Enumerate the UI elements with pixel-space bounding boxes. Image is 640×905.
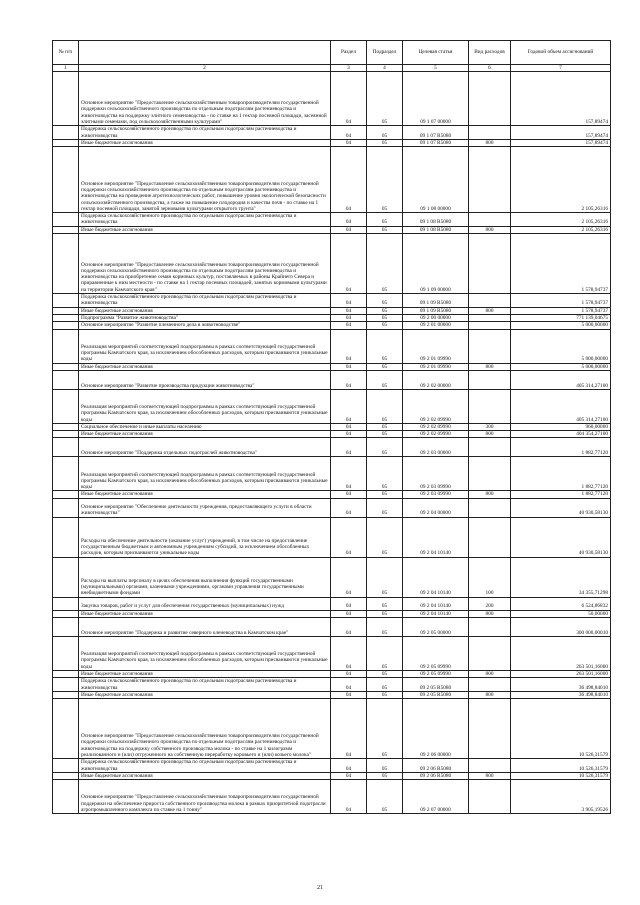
row-section-cell: 04 [331, 678, 367, 692]
row-subsection-cell: 05 [367, 370, 403, 389]
row-subsection-cell: 05 [367, 234, 403, 294]
row-exp-type-cell [469, 759, 511, 773]
table-row [53, 557, 611, 597]
row-num-cell [53, 678, 79, 692]
row-amount-cell: 263 501,16000 [511, 671, 611, 678]
row-amount-cell: 3 905,19526 [511, 780, 611, 814]
row-subsection-cell: 05 [367, 699, 403, 759]
row-num-cell [53, 389, 79, 423]
row-name-cell: Основное мероприятие "Предоставление сельскохозяйственным товаропроизводителям государственной поддержки сельскохозяйственного производства по отдельным подотраслям растениеводства и животноводства на проведение агротехнологических работ, повышение уровня экологической безопасности сельскохозяйственного производства, а также на повышение плодородия и качества почв - по ставке на 1 гектар посевной площади, занятой зерновыми культурами открытого грунта" [79, 147, 331, 213]
row-name-cell: Основное мероприятие "Предоставление сельскохозяйственным товаропроизводителям государственной поддержки сельскохозяйственного производства по отдельным подотраслям растениеводства и животноводства на поддержку собственного производства молока - по ставке на 1 килограмм реализованного и (или) отгруженного на собственную переработку коровьего и (или) козьего молока" [79, 699, 331, 759]
row-name-cell: Иные бюджетные ассигнования [79, 772, 331, 779]
row-num-cell [53, 213, 79, 227]
col-number: 7 [511, 65, 611, 72]
row-subsection-cell: 05 [367, 438, 403, 457]
row-num-cell [53, 759, 79, 773]
row-section-cell: 04 [331, 307, 367, 314]
row-target-cell: 09 2 06 R5080 [403, 772, 469, 779]
header-section: Раздел [331, 41, 367, 65]
column-number-row [53, 65, 611, 72]
header-name [79, 41, 331, 65]
row-num-cell [53, 597, 79, 610]
row-exp-type-cell [469, 314, 511, 321]
row-exp-type-cell [469, 322, 511, 329]
table-row [53, 389, 611, 423]
row-subsection-cell: 05 [367, 772, 403, 779]
row-num-cell [53, 147, 79, 213]
row-subsection-cell: 05 [367, 314, 403, 321]
row-subsection-cell: 05 [367, 226, 403, 233]
row-amount-cell: 5 000,00000 [511, 322, 611, 329]
row-subsection-cell: 05 [367, 498, 403, 517]
row-amount-cell: 1 578,94737 [511, 294, 611, 308]
row-num-cell [53, 234, 79, 294]
row-exp-type-cell: 800 [469, 307, 511, 314]
row-name-cell: Иные бюджетные ассигнования [79, 431, 331, 438]
row-name-cell: Основное мероприятие "Предоставление сельскохозяйственным товаропроизводителям государственной поддержки сельскохозяйственного производства по отдельным подотраслям растениеводства и животноводства на приобретение семян кормовых культур, поставляемых в районы Крайнего Севера и приравненные к ним местности - по ставке на 1 гектар посевных площадей, занятых кормовыми культурами на территории Камчатского края" [79, 234, 331, 294]
col-number: 1 [53, 65, 79, 72]
row-name-cell: Основное мероприятие "Предоставление сельскохозяйственным товаропроизводителям государственной поддержки сельскохозяйственного производства по отдельным подотраслям растениеводства и животноводства на поддержку элитного семеноводства - по ставке на 1 гектар посевной площади, засеянной элитными семенами, под сельскохозяйственными культурами" [79, 72, 331, 126]
row-num-cell [53, 226, 79, 233]
row-section-cell: 04 [331, 370, 367, 389]
row-exp-type-cell: 800 [469, 139, 511, 146]
table-row [53, 294, 611, 308]
row-section-cell: 04 [331, 389, 367, 423]
row-name-cell: Основное мероприятие "Поддержка отдельных подотраслей животноводства" [79, 438, 331, 457]
row-subsection-cell: 05 [367, 139, 403, 146]
row-subsection-cell: 05 [367, 389, 403, 423]
row-num-cell [53, 457, 79, 491]
row-name-cell: Реализация мероприятий соответствующей подпрограммы в рамках соответствующей государственной программы Камчатского края, за исключением обособленных расходов, которым присваиваются уникальные коды [79, 637, 331, 671]
row-subsection-cell: 05 [367, 671, 403, 678]
row-target-cell: 09 2 04 10140 [403, 597, 469, 610]
row-amount-cell: 157,89474 [511, 126, 611, 140]
row-num-cell [53, 671, 79, 678]
row-section-cell: 04 [331, 234, 367, 294]
row-target-cell: 09 2 05 09990 [403, 671, 469, 678]
row-subsection-cell: 05 [367, 637, 403, 671]
table-row [53, 363, 611, 370]
row-amount-cell: 36 498,84010 [511, 678, 611, 692]
row-name-cell: Иные бюджетные ассигнования [79, 610, 331, 617]
row-num-cell [53, 691, 79, 698]
row-exp-type-cell: 200 [469, 597, 511, 610]
row-target-cell: 09 2 01 09990 [403, 363, 469, 370]
table-row [53, 517, 611, 557]
table-row [53, 691, 611, 698]
row-exp-type-cell [469, 457, 511, 491]
row-num-cell [53, 498, 79, 517]
row-name-cell: Иные бюджетные ассигнования [79, 139, 331, 146]
row-exp-type-cell: 800 [469, 772, 511, 779]
row-num-cell [53, 370, 79, 389]
row-section-cell: 04 [331, 699, 367, 759]
row-num-cell [53, 637, 79, 671]
row-name-cell: Основное мероприятие "Предоставление сельскохозяйственным товаропроизводителям государственной поддержки на обеспечение прироста собственного производства молока в рамках приоритетной подотрасли агропромышленного комплекса по ставке на 1 тонну" [79, 780, 331, 814]
row-num-cell [53, 517, 79, 557]
row-name-cell: Поддержка сельскохозяйственного производства по отдельным подотраслям растениеводства и животноводства [79, 678, 331, 692]
row-name-cell: Основное мероприятие "Развитие производства продукции животноводства" [79, 370, 331, 389]
table-row [53, 498, 611, 517]
row-exp-type-cell [469, 213, 511, 227]
row-num-cell [53, 780, 79, 814]
row-subsection-cell: 05 [367, 423, 403, 430]
row-num-cell [53, 610, 79, 617]
row-name-cell: Основное мероприятие "Поддержка и развитие северного оленеводства в Камчатском крае" [79, 618, 331, 637]
row-section-cell: 04 [331, 226, 367, 233]
row-amount-cell: 404 354,27100 [511, 431, 611, 438]
table-row [53, 213, 611, 227]
row-section-cell: 04 [331, 314, 367, 321]
row-target-cell: 09 2 07 00000 [403, 780, 469, 814]
row-section-cell: 04 [331, 126, 367, 140]
row-amount-cell: 10 526,31579 [511, 759, 611, 773]
row-num-cell [53, 126, 79, 140]
table-row [53, 772, 611, 779]
row-exp-type-cell [469, 234, 511, 294]
budget-table [52, 40, 611, 814]
row-subsection-cell: 05 [367, 610, 403, 617]
row-section-cell: 04 [331, 329, 367, 363]
row-section-cell: 04 [331, 294, 367, 308]
row-section-cell: 04 [331, 457, 367, 491]
table-row [53, 759, 611, 773]
row-target-cell: 09 2 02 09990 [403, 423, 469, 430]
row-target-cell: 09 2 02 00000 [403, 370, 469, 389]
row-num-cell [53, 363, 79, 370]
table-row [53, 438, 611, 457]
row-exp-type-cell: 300 [469, 423, 511, 430]
row-amount-cell: 157,89474 [511, 72, 611, 126]
row-name-cell: Иные бюджетные ассигнования [79, 671, 331, 678]
row-exp-type-cell [469, 370, 511, 389]
row-exp-type-cell [469, 438, 511, 457]
row-subsection-cell: 05 [367, 678, 403, 692]
table-row [53, 678, 611, 692]
row-target-cell: 09 1 08 R5080 [403, 213, 469, 227]
row-amount-cell: 1 882,77120 [511, 438, 611, 457]
table-row [53, 370, 611, 389]
row-name-cell: Иные бюджетные ассигнования [79, 491, 331, 498]
header-target: Целевая статья [403, 41, 469, 65]
row-num-cell [53, 557, 79, 597]
row-amount-cell: 5 000,00000 [511, 363, 611, 370]
row-subsection-cell: 05 [367, 72, 403, 126]
col-number: 2 [79, 65, 331, 72]
row-target-cell: 09 1 09 00000 [403, 234, 469, 294]
row-name-cell: Реализация мероприятий соответствующей подпрограммы в рамках соответствующей государственной программы Камчатского края, за исключением обособленных расходов, которым присваиваются уникальные коды [79, 329, 331, 363]
table-row [53, 307, 611, 314]
table-row [53, 322, 611, 329]
row-target-cell: 09 1 09 R5080 [403, 307, 469, 314]
row-target-cell: 09 2 02 09990 [403, 431, 469, 438]
row-name-cell: Основное мероприятие "Развитие племенного дела в животноводстве" [79, 322, 331, 329]
row-exp-type-cell: 800 [469, 431, 511, 438]
row-amount-cell: 1 882,77120 [511, 457, 611, 491]
row-section-cell: 04 [331, 438, 367, 457]
row-amount-cell: 1 882,77120 [511, 491, 611, 498]
row-exp-type-cell [469, 294, 511, 308]
row-name-cell: Поддержка сельскохозяйственного производства по отдельным подотраслям растениеводства и животноводства [79, 294, 331, 308]
table-row [53, 423, 611, 430]
row-name-cell: Расходы на выплаты персоналу в целях обеспечения выполнения функций государственными (муниципальными) органами, казенными учреждениями, органами управления государственными внебюджетными фондами [79, 557, 331, 597]
row-name-cell: Иные бюджетные ассигнования [79, 363, 331, 370]
row-amount-cell: 771 139,04675 [511, 314, 611, 321]
header-num: № п/п [53, 41, 79, 65]
row-exp-type-cell [469, 517, 511, 557]
row-target-cell: 09 2 01 00000 [403, 322, 469, 329]
row-section-cell: 04 [331, 691, 367, 698]
table-row [53, 147, 611, 213]
table-row [53, 457, 611, 491]
row-amount-cell: 960,00000 [511, 423, 611, 430]
table-row [53, 226, 611, 233]
row-section-cell: 04 [331, 498, 367, 517]
row-num-cell [53, 294, 79, 308]
header-amount: Годовой объем ассигнований [511, 41, 611, 65]
row-target-cell: 09 2 02 09990 [403, 389, 469, 423]
row-subsection-cell: 05 [367, 597, 403, 610]
header-row [53, 41, 611, 65]
row-exp-type-cell [469, 780, 511, 814]
row-subsection-cell: 05 [367, 431, 403, 438]
row-amount-cell: 2 105,26316 [511, 213, 611, 227]
row-exp-type-cell: 800 [469, 491, 511, 498]
row-target-cell: 09 2 06 R5080 [403, 759, 469, 773]
table-row [53, 314, 611, 321]
row-target-cell: 09 2 05 00000 [403, 618, 469, 637]
row-target-cell: 09 2 03 09990 [403, 457, 469, 491]
row-num-cell [53, 139, 79, 146]
row-subsection-cell: 05 [367, 322, 403, 329]
row-amount-cell: 6 524,86832 [511, 597, 611, 610]
row-amount-cell: 40 930,58130 [511, 517, 611, 557]
row-subsection-cell: 05 [367, 618, 403, 637]
row-section-cell: 04 [331, 423, 367, 430]
row-name-cell: Основное мероприятие "Обеспечение деятельности учреждения, предоставляющего услуги в области животноводства" [79, 498, 331, 517]
table-row [53, 637, 611, 671]
row-subsection-cell: 05 [367, 557, 403, 597]
row-num-cell [53, 329, 79, 363]
table-row [53, 329, 611, 363]
row-section-cell: 04 [331, 780, 367, 814]
row-name-cell: Поддержка сельскохозяйственного производства по отдельным подотраслям растениеводства и животноводства [79, 126, 331, 140]
row-amount-cell: 5 000,00000 [511, 329, 611, 363]
row-exp-type-cell [469, 72, 511, 126]
row-target-cell: 09 2 05 R5080 [403, 691, 469, 698]
row-section-cell: 04 [331, 759, 367, 773]
row-name-cell: Иные бюджетные ассигнования [79, 691, 331, 698]
table-row [53, 597, 611, 610]
row-num-cell [53, 438, 79, 457]
row-name-cell: Поддержка сельскохозяйственного производства по отдельным подотраслям растениеводства и животноводства [79, 213, 331, 227]
row-subsection-cell: 05 [367, 491, 403, 498]
row-exp-type-cell: 800 [469, 226, 511, 233]
row-section-cell: 04 [331, 637, 367, 671]
row-amount-cell: 50,00000 [511, 610, 611, 617]
row-section-cell: 04 [331, 322, 367, 329]
row-exp-type-cell: 100 [469, 557, 511, 597]
row-section-cell: 04 [331, 618, 367, 637]
col-number: 3 [331, 65, 367, 72]
row-name-cell: Иные бюджетные ассигнования [79, 226, 331, 233]
row-num-cell [53, 322, 79, 329]
row-amount-cell: 1 578,94737 [511, 234, 611, 294]
row-section-cell: 04 [331, 610, 367, 617]
row-name-cell: Закупка товаров, работ и услуг для обеспечения государственных (муниципальных) нужд [79, 597, 331, 610]
row-exp-type-cell [469, 329, 511, 363]
row-num-cell [53, 618, 79, 637]
row-target-cell: 09 1 07 R5080 [403, 126, 469, 140]
table-row [53, 671, 611, 678]
row-section-cell: 04 [331, 139, 367, 146]
row-name-cell: Поддержка сельскохозяйственного производства по отдельным подотраслям растениеводства и животноводства [79, 759, 331, 773]
row-target-cell: 09 2 06 00000 [403, 699, 469, 759]
row-exp-type-cell: 800 [469, 671, 511, 678]
row-amount-cell: 36 498,84010 [511, 691, 611, 698]
row-target-cell: 09 2 05 R5080 [403, 678, 469, 692]
row-subsection-cell: 05 [367, 126, 403, 140]
row-section-cell: 04 [331, 147, 367, 213]
header-subsection: Подраздел [367, 41, 403, 65]
row-section-cell: 04 [331, 213, 367, 227]
row-exp-type-cell: 800 [469, 363, 511, 370]
row-subsection-cell: 05 [367, 691, 403, 698]
row-target-cell: 09 2 04 10140 [403, 517, 469, 557]
row-amount-cell: 157,89474 [511, 139, 611, 146]
table-row [53, 610, 611, 617]
row-num-cell [53, 72, 79, 126]
row-target-cell: 09 2 01 09990 [403, 329, 469, 363]
row-target-cell: 09 1 08 R5080 [403, 226, 469, 233]
row-amount-cell: 34 355,71298 [511, 557, 611, 597]
row-amount-cell: 10 526,31579 [511, 772, 611, 779]
table-row [53, 699, 611, 759]
row-exp-type-cell [469, 678, 511, 692]
row-name-cell: Расходы на обеспечение деятельности (оказание услуг) учреждений, в том числе на предоставление государственным бюджетным и автономным учреждениям субсидий, за исключением обособленных расходов, которым присваиваются уникальные коды [79, 517, 331, 557]
row-name-cell: Реализация мероприятий соответствующей подпрограммы в рамках соответствующей государственной программы Камчатского края, за исключением обособленных расходов, которым присваиваются уникальные коды [79, 457, 331, 491]
row-amount-cell: 40 930,58130 [511, 498, 611, 517]
row-exp-type-cell [469, 389, 511, 423]
row-amount-cell: 2 105,26316 [511, 226, 611, 233]
row-target-cell: 09 2 04 10140 [403, 557, 469, 597]
table-row [53, 72, 611, 126]
row-num-cell [53, 431, 79, 438]
row-subsection-cell: 05 [367, 294, 403, 308]
row-target-cell: 09 2 03 09990 [403, 491, 469, 498]
row-amount-cell: 405 314,27100 [511, 370, 611, 389]
row-section-cell: 04 [331, 431, 367, 438]
table-row [53, 431, 611, 438]
row-subsection-cell: 05 [367, 457, 403, 491]
header-exp-type: Вид расходов [469, 41, 511, 65]
row-target-cell: 09 2 04 00000 [403, 498, 469, 517]
table-row [53, 780, 611, 814]
row-amount-cell: 1 578,94737 [511, 307, 611, 314]
row-name-cell: Социальное обеспечение и иные выплаты населению [79, 423, 331, 430]
row-section-cell: 04 [331, 772, 367, 779]
row-section-cell: 04 [331, 671, 367, 678]
row-section-cell: 04 [331, 557, 367, 597]
row-target-cell: 09 2 04 10140 [403, 610, 469, 617]
row-num-cell [53, 423, 79, 430]
table-row [53, 139, 611, 146]
row-amount-cell: 405 314,27100 [511, 389, 611, 423]
table-row [53, 618, 611, 637]
row-subsection-cell: 05 [367, 307, 403, 314]
row-exp-type-cell [469, 498, 511, 517]
row-target-cell: 09 2 00 00000 [403, 314, 469, 321]
row-name-cell: Иные бюджетные ассигнования [79, 307, 331, 314]
row-section-cell: 04 [331, 491, 367, 498]
table-body [53, 72, 611, 814]
row-name-cell: Подпрограмма "Развитие животноводства" [79, 314, 331, 321]
col-number: 5 [403, 65, 469, 72]
row-subsection-cell: 05 [367, 147, 403, 213]
col-number: 4 [367, 65, 403, 72]
row-section-cell: 04 [331, 363, 367, 370]
table-row [53, 491, 611, 498]
table-row [53, 126, 611, 140]
row-exp-type-cell: 800 [469, 610, 511, 617]
row-amount-cell: 2 105,26316 [511, 147, 611, 213]
row-subsection-cell: 05 [367, 780, 403, 814]
row-exp-type-cell [469, 637, 511, 671]
row-section-cell: 04 [331, 597, 367, 610]
row-num-cell [53, 772, 79, 779]
row-subsection-cell: 05 [367, 517, 403, 557]
row-amount-cell: 300 000,00010 [511, 618, 611, 637]
row-exp-type-cell [469, 618, 511, 637]
row-target-cell: 09 2 05 09990 [403, 637, 469, 671]
row-target-cell: 09 1 07 R5080 [403, 139, 469, 146]
row-exp-type-cell [469, 126, 511, 140]
row-num-cell [53, 307, 79, 314]
row-subsection-cell: 05 [367, 329, 403, 363]
row-amount-cell: 263 501,16000 [511, 637, 611, 671]
table-row [53, 234, 611, 294]
row-target-cell: 09 1 07 00000 [403, 72, 469, 126]
row-target-cell: 09 1 09 R5080 [403, 294, 469, 308]
col-number: 6 [469, 65, 511, 72]
row-exp-type-cell [469, 699, 511, 759]
row-target-cell: 09 2 03 00000 [403, 438, 469, 457]
row-subsection-cell: 05 [367, 759, 403, 773]
row-exp-type-cell: 800 [469, 691, 511, 698]
row-target-cell: 09 1 08 00000 [403, 147, 469, 213]
row-num-cell [53, 314, 79, 321]
row-subsection-cell: 05 [367, 363, 403, 370]
row-amount-cell: 10 526,31579 [511, 699, 611, 759]
row-name-cell: Реализация мероприятий соответствующей подпрограммы в рамках соответствующей государственной программы Камчатского края, за исключением обособленных расходов, которым присваиваются уникальные коды [79, 389, 331, 423]
row-section-cell: 04 [331, 517, 367, 557]
page-number: 21 [317, 885, 323, 891]
row-num-cell [53, 699, 79, 759]
row-exp-type-cell [469, 147, 511, 213]
row-subsection-cell: 05 [367, 213, 403, 227]
row-num-cell [53, 491, 79, 498]
row-section-cell: 04 [331, 72, 367, 126]
